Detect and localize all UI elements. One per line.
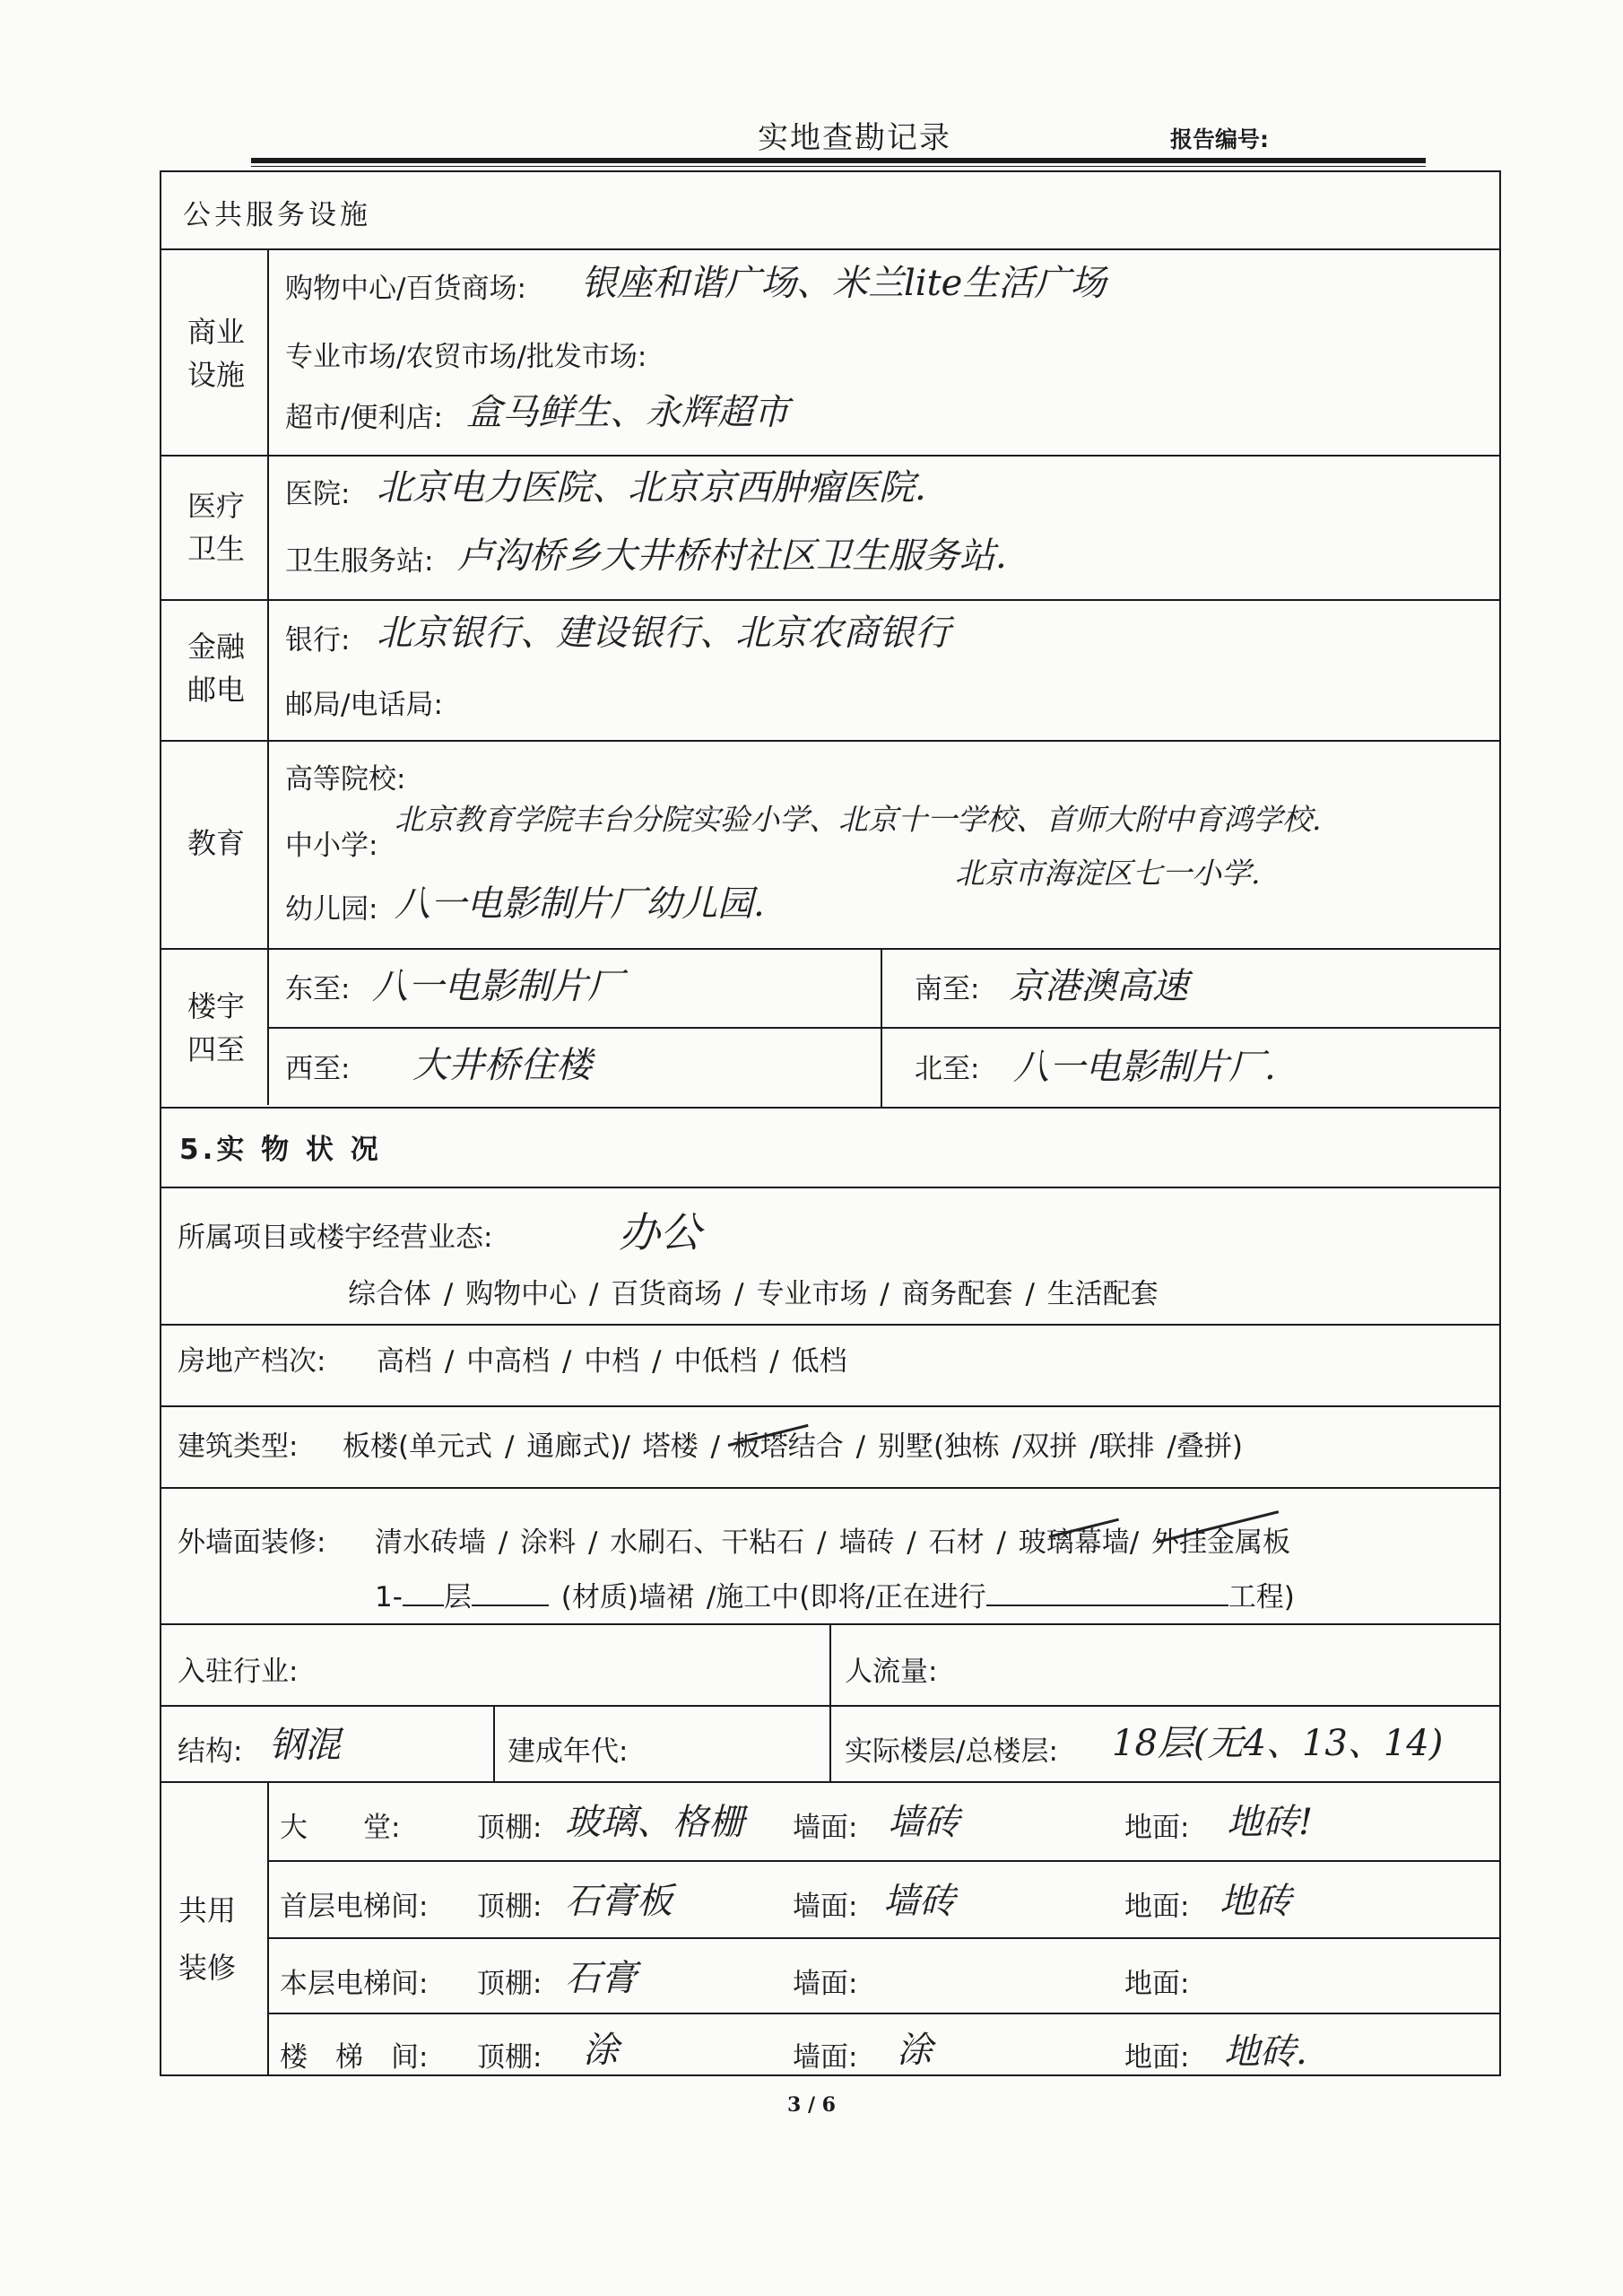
floor-value[interactable]: 地砖! (1227, 1802, 1314, 1843)
wall-label: 墙面: (793, 2041, 858, 2074)
floor-value[interactable]: 地砖 (1219, 1881, 1291, 1922)
row-divider (160, 740, 1501, 742)
hospital-value[interactable]: 北京电力医院、北京京西肿瘤医院. (377, 467, 926, 509)
facade-material-blank[interactable] (472, 1605, 549, 1606)
south-boundary-label: 南至: (915, 973, 980, 1005)
business-type-label: 所属项目或楼宇经营业态: (178, 1222, 493, 1254)
row-divider (160, 1781, 1501, 1783)
floor-label: 地面: (1124, 1968, 1190, 2000)
facade-floor-unit: 层 (443, 1581, 472, 1613)
decoration-row-name: 楼 梯 间: (280, 2041, 429, 2074)
industry-label: 入驻行业: (178, 1656, 299, 1688)
south-boundary-value[interactable]: 京港澳高速 (1009, 966, 1188, 1007)
row-divider (160, 1405, 1501, 1407)
kindergarten-value[interactable]: 八一电影制片厂幼儿园. (395, 883, 765, 925)
row-divider (160, 248, 1501, 250)
row-divider (267, 1027, 1501, 1029)
college-label: 高等院校: (285, 763, 406, 796)
section-title-public-services: 公共服务设施 (183, 199, 371, 231)
bank-label: 银行: (285, 624, 351, 657)
wall-value[interactable]: 墙砖 (888, 1802, 959, 1843)
row-divider (160, 948, 1501, 950)
ceiling-label: 顶棚: (477, 1812, 542, 1844)
category-commercial: 商业设施 (187, 315, 245, 392)
grade-options: 高档 / 中高档 / 中档 / 中低档 / 低档 (377, 1345, 847, 1378)
page-number: 3 / 6 (787, 2093, 836, 2117)
hospital-label: 医院: (285, 478, 351, 510)
built-year-label: 建成年代: (508, 1735, 629, 1768)
column-divider (493, 1705, 495, 1781)
wall-value[interactable]: 墙砖 (883, 1881, 955, 1922)
north-boundary-value[interactable]: 八一电影制片厂. (1013, 1047, 1276, 1088)
document-title: 实地查勘记录 (758, 120, 951, 156)
supermarket-label: 超市/便利店: (285, 402, 443, 434)
category-education: 教育 (187, 826, 245, 860)
post-office-label: 邮局/电话局: (285, 689, 443, 721)
school-value-line-2[interactable]: 北京市海淀区七一小学. (955, 856, 1261, 891)
east-boundary-label: 东至: (285, 973, 351, 1005)
facade-wainscot-text: (材质)墙裙 /施工中(即将/正在进行 (560, 1581, 986, 1613)
wall-label: 墙面: (793, 1968, 858, 2000)
ceiling-label: 顶棚: (477, 1968, 542, 2000)
floor-label: 地面: (1124, 2041, 1190, 2074)
floors-value[interactable]: 18层(无4、13、14) (1112, 1723, 1444, 1764)
floor-value[interactable]: 地砖. (1224, 2031, 1307, 2073)
supermarket-value[interactable]: 盒马鲜生、永辉超市 (466, 392, 789, 433)
row-divider (160, 1187, 1501, 1188)
header-rule (251, 158, 1426, 163)
report-number-label: 报告编号: (1170, 126, 1269, 152)
structure-value[interactable]: 钢混 (269, 1725, 341, 1766)
ceiling-value[interactable]: 石膏 (565, 1958, 637, 1999)
wall-label: 墙面: (793, 1812, 858, 1844)
column-divider (829, 1705, 831, 1781)
business-type-options: 综合体 / 购物中心 / 百货商场 / 专业市场 / 商务配套 / 生活配套 (348, 1278, 1159, 1310)
business-type-value[interactable]: 办公 (619, 1208, 701, 1257)
floor-label: 地面: (1124, 1891, 1190, 1923)
facade-options: 清水砖墙 / 涂料 / 水刷石、干粘石 / 墙砖 / 石材 / 玻璃幕墙/ 外挂金属板 (375, 1526, 1291, 1559)
wall-label: 墙面: (793, 1891, 858, 1923)
ceiling-value[interactable]: 玻璃、格栅 (565, 1802, 744, 1843)
floors-label: 实际楼层/总楼层: (845, 1735, 1058, 1768)
east-boundary-value[interactable]: 八一电影制片厂 (372, 966, 623, 1007)
facade-project-blank[interactable] (986, 1605, 1228, 1606)
west-boundary-value[interactable]: 大井桥住楼 (412, 1045, 592, 1086)
west-boundary-label: 西至: (285, 1053, 351, 1085)
facade-line-2 (375, 1574, 1295, 1614)
facade-floor-prefix: 1- (375, 1581, 403, 1613)
decoration-row-name: 本层电梯间: (280, 1968, 429, 2000)
row-divider (267, 1860, 1501, 1862)
row-divider (160, 455, 1501, 457)
wall-value[interactable]: 涂 (897, 2030, 933, 2071)
column-divider (267, 248, 269, 1105)
bank-value[interactable]: 北京银行、建设银行、北京农商银行 (377, 613, 950, 654)
ceiling-label: 顶棚: (477, 2041, 542, 2074)
column-divider (267, 1781, 269, 2076)
section-title-physical: 5.实 物 状 况 (179, 1134, 382, 1166)
floor-label: 地面: (1124, 1812, 1190, 1844)
north-boundary-label: 北至: (915, 1053, 980, 1085)
facade-label: 外墙面装修: (178, 1526, 326, 1559)
row-divider (160, 1324, 1501, 1326)
kindergarten-label: 幼儿园: (285, 893, 378, 926)
row-divider (267, 2013, 1501, 2014)
building-type-options: 板楼(单元式 / 通廊式)/ 塔楼 / 板塔结合 / 别墅(独栋 /双拼 /联排 /叠拼) (343, 1431, 1244, 1463)
clinic-value[interactable]: 卢沟桥乡大井桥村社区卫生服务站. (457, 535, 1007, 577)
ceiling-value[interactable]: 涂 (583, 2030, 619, 2071)
facade-project-suffix: 工程) (1228, 1581, 1295, 1613)
row-divider (160, 1487, 1501, 1489)
ceiling-value[interactable]: 石膏板 (565, 1881, 673, 1922)
category-boundaries: 楼宇四至 (187, 989, 245, 1066)
clinic-label: 卫生服务站: (285, 545, 434, 578)
column-divider (881, 948, 882, 1107)
traffic-label: 人流量: (845, 1656, 938, 1688)
mall-value[interactable]: 银座和谐广场、米兰lite生活广场 (581, 263, 1107, 304)
grade-label: 房地产档次: (178, 1345, 326, 1378)
row-divider (267, 1937, 1501, 1939)
ceiling-label: 顶棚: (477, 1891, 542, 1923)
decoration-row-name: 首层电梯间: (280, 1891, 429, 1923)
school-label: 中小学: (285, 830, 378, 862)
market-label: 专业市场/农贸市场/批发市场: (285, 341, 647, 373)
row-divider (160, 599, 1501, 601)
structure-label: 结构: (178, 1735, 243, 1768)
category-finance: 金融邮电 (187, 630, 245, 707)
mall-label: 购物中心/百货商场: (285, 273, 526, 305)
header-rule-thin (251, 166, 1426, 167)
category-medical: 医疗卫生 (187, 489, 245, 566)
facade-floor-blank[interactable] (403, 1605, 444, 1606)
category-shared-decoration: 共用装修 (178, 1893, 236, 1985)
school-value[interactable]: 北京教育学院丰台分院实验小学、北京十一学校、首师大附中育鸿学校. (395, 802, 1322, 837)
building-type-label: 建筑类型: (178, 1431, 299, 1463)
row-divider (160, 1107, 1501, 1109)
decoration-row-name: 大 堂: (280, 1812, 401, 1844)
column-divider (829, 1623, 831, 1705)
